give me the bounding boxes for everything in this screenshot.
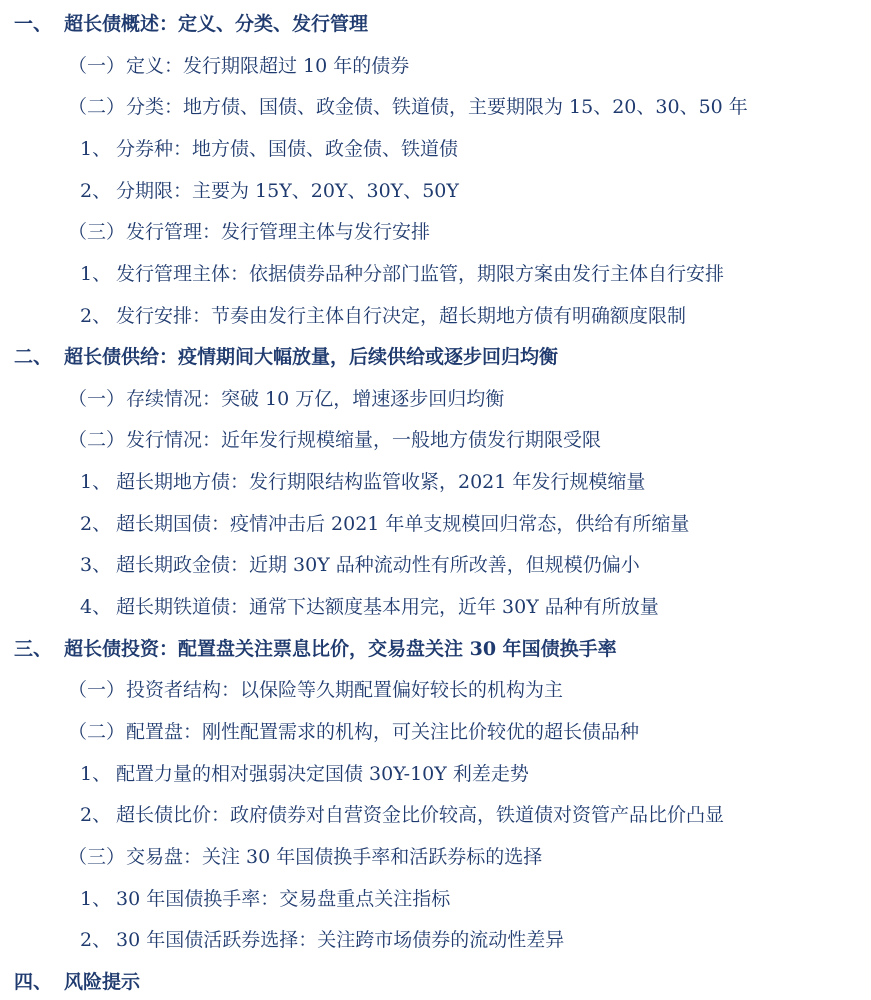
section-heading [14,967,140,997]
section-heading [14,9,368,39]
subsection-item [68,51,409,81]
subsection-title: 配置盘：刚性配置需求的机构，可关注比价较优的超长债品种 [126,721,640,743]
subsection-item [68,92,748,122]
item-number: 2、 [80,804,112,826]
subsection-item [68,842,542,872]
subsection-title: 分类：地方债、国债、政金债、铁道债，主要期限为 15、20、30、50 年 [126,96,748,118]
item-number: 2、 [80,929,112,951]
item-number: 4、 [80,596,112,618]
item-number: 1、 [80,471,112,493]
item-title: 30 年国债活跃券选择：关注跨市场债券的流动性差异 [116,929,565,951]
list-item [80,509,689,539]
item-title: 超长债比价：政府债券对自营资金比价较高，铁道债对资管产品比价凸显 [116,804,725,826]
list-item [80,592,659,622]
section-title: 超长债概述：定义、分类、发行管理 [64,13,369,35]
list-item [80,925,564,955]
item-title: 超长期国债：疫情冲击后 2021 年单支规模回归常态，供给有所缩量 [116,513,690,535]
subsection-number: （三） [68,846,126,868]
item-title: 分券种：地方债、国债、政金债、铁道债 [116,138,459,160]
item-title: 超长期政金债：近期 30Y 品种流动性有所改善，但规模仍偏小 [116,554,640,576]
item-number: 2、 [80,180,112,202]
item-title: 分期限：主要为 15Y、20Y、30Y、50Y [116,180,459,202]
item-number: 2、 [80,305,112,327]
list-item [80,134,458,164]
item-title: 发行管理主体：依据债券品种分部门监管，期限方案由发行主体自行安排 [116,263,725,285]
subsection-item [68,675,563,705]
list-item [80,301,686,331]
subsection-item [68,425,601,455]
section-title: 风险提示 [64,971,141,993]
item-title: 超长期铁道债：通常下达额度基本用完，近年 30Y 品种有所放量 [116,596,659,618]
subsection-number: （二） [68,721,126,743]
subsection-number: （一） [68,679,126,701]
subsection-item [68,217,430,247]
section-number: 三、 [14,638,53,660]
list-item [80,759,529,789]
item-number: 1、 [80,138,112,160]
item-title: 配置力量的相对强弱决定国债 30Y-10Y 利差走势 [116,763,529,785]
section-title: 超长债投资：配置盘关注票息比价，交易盘关注 30 年国债换手率 [64,638,617,660]
subsection-item [68,717,639,747]
list-item [80,550,640,580]
subsection-number: （一） [68,55,126,77]
section-number: 四、 [14,971,53,993]
subsection-number: （三） [68,221,126,243]
subsection-item [68,384,504,414]
list-item [80,800,724,830]
section-title: 超长债供给：疫情期间大幅放量，后续供给或逐步回归均衡 [64,346,559,368]
subsection-title: 发行管理：发行管理主体与发行安排 [126,221,431,243]
item-number: 1、 [80,763,112,785]
subsection-title: 存续情况：突破 10 万亿，增速逐步回归均衡 [126,388,505,410]
section-heading [14,342,558,372]
subsection-number: （一） [68,388,126,410]
item-number: 3、 [80,554,112,576]
item-number: 1、 [80,263,112,285]
subsection-title: 交易盘：关注 30 年国债换手率和活跃券标的选择 [126,846,543,868]
list-item [80,467,645,497]
section-number: 二、 [14,346,53,368]
list-item [80,259,724,289]
item-title: 30 年国债换手率：交易盘重点关注指标 [116,888,451,910]
subsection-title: 定义：发行期限超过 10 年的债券 [126,55,410,77]
item-number: 2、 [80,513,112,535]
subsection-title: 投资者结构：以保险等久期配置偏好较长的机构为主 [126,679,564,701]
item-number: 1、 [80,888,112,910]
subsection-number: （二） [68,96,126,118]
subsection-number: （二） [68,429,126,451]
item-title: 发行安排：节奏由发行主体自行决定，超长期地方债有明确额度限制 [116,305,687,327]
list-item [80,176,459,206]
item-title: 超长期地方债：发行期限结构监管收紧，2021 年发行规模缩量 [116,471,646,493]
subsection-title: 发行情况：近年发行规模缩量，一般地方债发行期限受限 [126,429,602,451]
section-heading [14,634,617,664]
list-item [80,884,450,914]
section-number: 一、 [14,13,53,35]
